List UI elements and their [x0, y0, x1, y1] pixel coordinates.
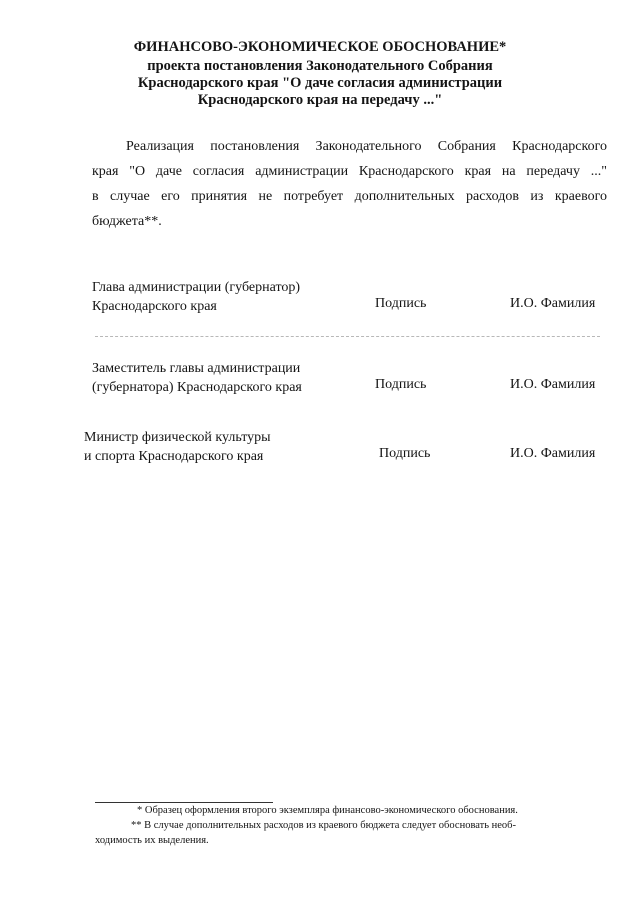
signatory-governor	[92, 278, 607, 318]
signature-placeholder: Подпись	[375, 377, 427, 392]
signature-placeholder: Подпись	[375, 296, 427, 311]
role-line: и спорта Краснодарского края	[84, 449, 264, 464]
signatory-minister	[84, 428, 607, 468]
role-line: Заместитель главы администрации	[92, 361, 301, 376]
signatory-name: И.О. Фамилия	[510, 446, 596, 461]
footnote-1: * Образец оформления второго экземпляра финансово-экономического обоснования.	[137, 805, 518, 816]
body-line: Реализация постановления Законодательного Собрания Краснодарского	[126, 139, 607, 154]
signatory-name: И.О. Фамилия	[510, 296, 596, 311]
signatory-role	[92, 278, 342, 316]
role-line: Краснодарского края	[92, 299, 217, 314]
role-line: (губернатора) Краснодарского края	[92, 380, 302, 395]
signatory-name: И.О. Фамилия	[510, 377, 596, 392]
body-paragraph	[92, 134, 607, 234]
signatory-deputy	[92, 359, 607, 399]
body-line: бюджета**.	[92, 214, 162, 229]
document-title: ФИНАНСОВО-ЭКОНОМИЧЕСКОЕ ОБОСНОВАНИЕ*	[133, 39, 507, 55]
footnote-2-continuation: ходимость их выделения.	[95, 835, 209, 846]
document-subtitle-line-3: Краснодарского края на передачу ..."	[197, 92, 443, 108]
body-line: в случае его принятия не потребует дополнительных расходов из краевого	[92, 189, 607, 204]
footnote-2: ** В случае дополнительных расходов из краевого бюджета следует обосновать необ-	[131, 820, 517, 831]
signatory-role	[84, 428, 334, 466]
document-subtitle-line-2: Краснодарского края "О даче согласия администрации	[137, 75, 503, 91]
role-line: Министр физической культуры	[84, 430, 271, 445]
role-line: Глава администрации (губернатор)	[92, 280, 301, 295]
separator-line	[95, 336, 600, 337]
signature-placeholder: Подпись	[379, 446, 431, 461]
footnotes	[95, 803, 605, 848]
body-line: края "О даче согласия администрации Краснодарского края на передачу ..."	[92, 164, 607, 179]
document-subtitle-line-1: проекта постановления Законодательного Собрания	[147, 58, 493, 74]
signatory-role	[92, 359, 342, 397]
